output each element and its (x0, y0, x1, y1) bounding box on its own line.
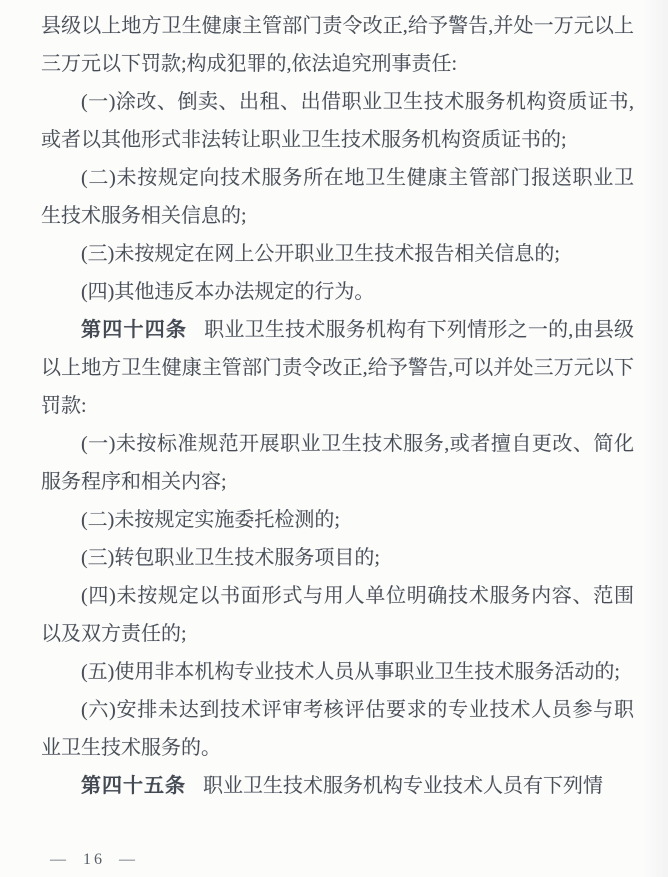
paragraph (41, 577, 634, 653)
page-number: — 16 — (50, 851, 138, 868)
paragraph (41, 539, 634, 577)
paragraph (41, 7, 634, 83)
paragraph (41, 691, 634, 767)
article-number: 第四十五条 (81, 775, 186, 797)
paragraph-text: (二)未按规定向技术服务所在地卫生健康主管部门报送职业卫生技术服务相关信息的; (41, 167, 634, 227)
paragraph-text: (三)转包职业卫生技术服务项目的; (81, 547, 380, 569)
paragraph-text: 职业卫生技术服务机构专业技术人员有下列情 (203, 775, 603, 797)
paragraph-text: (四)未按规定以书面形式与用人单位明确技术服务内容、范围以及双方责任的; (41, 585, 634, 645)
paragraph-text: (一)未按标准规范开展职业卫生技术服务,或者擅自更改、简化服务程序和相关内容; (41, 433, 634, 493)
paragraph (41, 83, 634, 159)
paragraph (41, 501, 634, 539)
paragraph-text: (四)其他违反本办法规定的行为。 (81, 281, 375, 303)
document-body (41, 7, 634, 805)
paragraph (41, 425, 634, 501)
paragraph-text: (五)使用非本机构专业技术人员从事职业卫生技术服务活动的; (81, 661, 620, 683)
paragraph-text: (一)涂改、倒卖、出租、出借职业卫生技术服务机构资质证书,或者以其他形式非法转让职业卫生技术服务机构资质证书的; (41, 91, 634, 151)
paragraph-text: (六)安排未达到技术评审考核评估要求的专业技术人员参与职业卫生技术服务的。 (41, 699, 634, 759)
article-number: 第四十四条 (81, 319, 188, 341)
paragraph (41, 159, 634, 235)
paragraph (41, 767, 634, 805)
paragraph-text: (三)未按规定在网上公开职业卫生技术报告相关信息的; (81, 243, 560, 265)
paragraph-text: 职业卫生技术服务机构有下列情形之一的,由县级以上地方卫生健康主管部门责令改正,给予警告,可以并处三万元以下罚款: (41, 319, 635, 417)
page-footer (50, 850, 138, 870)
paragraph-text: (二)未按规定实施委托检测的; (81, 509, 340, 531)
paragraph (41, 235, 634, 273)
paragraph (41, 653, 634, 691)
paragraph (41, 311, 634, 425)
paragraph-text: 县级以上地方卫生健康主管部门责令改正,给予警告,并处一万元以上三万元以下罚款;构成犯罪的,依法追究刑事责任: (41, 15, 634, 75)
paragraph (41, 273, 634, 311)
